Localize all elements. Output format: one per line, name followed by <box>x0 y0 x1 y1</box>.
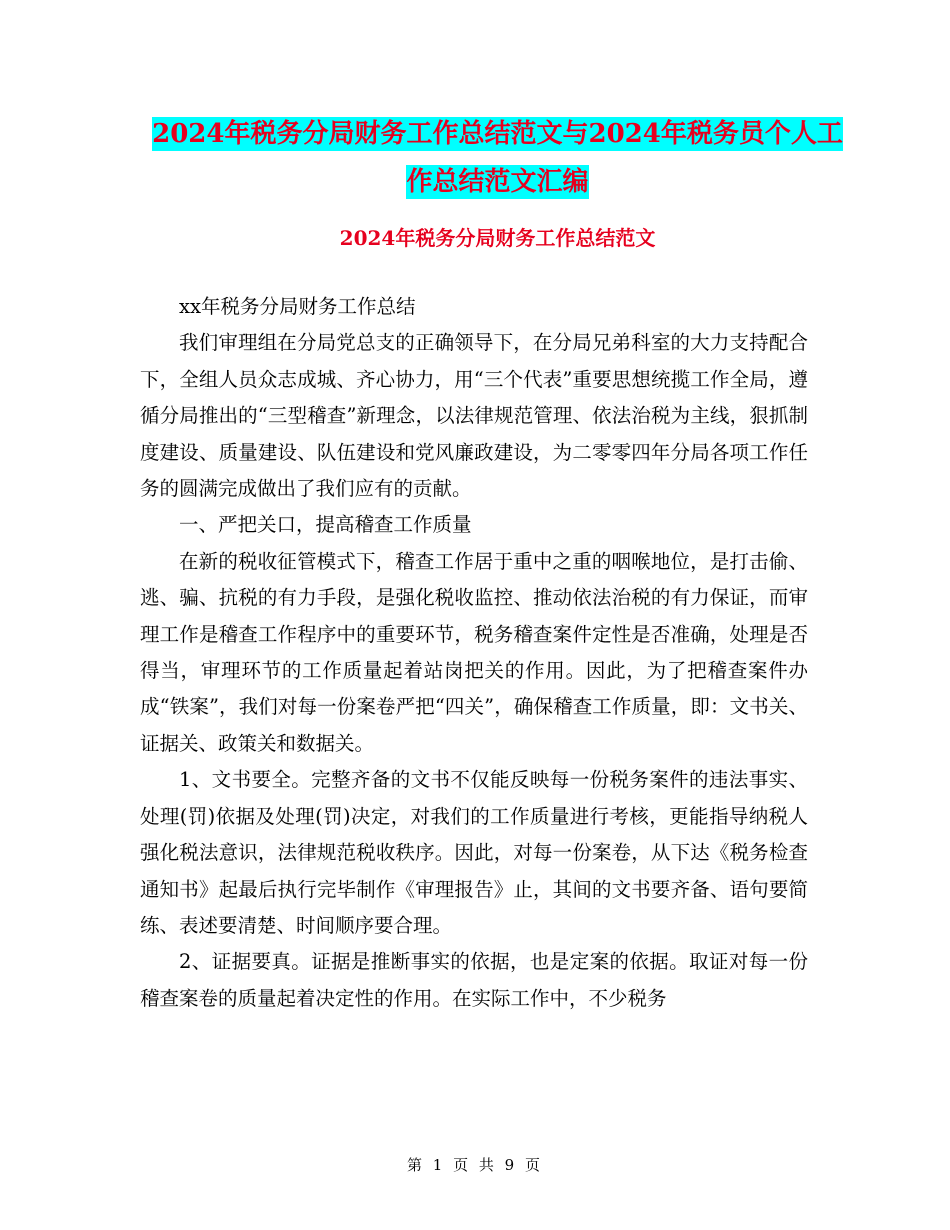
paragraph: 1、文书要全。完整齐备的文书不仅能反映每一份税务案件的违法事实、处理(罚)依据及处理(罚)决定，对我们的工作质量进行考核，更能指导纳税人强化税法意识，法律规范税收秩序。因此，对每一份案卷，从下达《税务检查通知书》起最后执行完毕制作《审理报告》止，其间的文书要齐备、语句要简练、表述要清楚、时间顺序要合理。 <box>140 768 808 937</box>
paragraph-heading: 一、严把关口，提高稽查工作质量 <box>179 513 472 537</box>
document-title <box>140 110 855 206</box>
paragraph: 在新的税收征管模式下，稽查工作居于重中之重的咽喉地位，是打击偷、逃、骗、抗税的有力手段，是强化税收监控、推动依法治税的有力保证，而审理工作是稽查工作程序中的重要环节，税务稽查案件定性是否准确，处理是否得当，审理环节的工作质量起着站岗把关的作用。因此，为了把稽查案件办成“铁案”，我们对每一份案卷严把“四关”，确保稽查工作质量，即：文书关、证据关、政策关和数据关。 <box>140 549 808 755</box>
paragraph-heading: xx年税务分局财务工作总结 <box>179 295 416 318</box>
paragraph: 2、证据要真。证据是推断事实的依据，也是定案的依据。取证对每一份稽查案卷的质量起着决定性的作用。在实际工作中，不少税务 <box>140 950 808 1010</box>
page-number: 第 1 页 共 9 页 <box>407 1156 543 1174</box>
paragraph: 我们审理组在分局党总支的正确领导下，在分局兄弟科室的大力支持配合下，全组人员众志成城、齐心协力，用“三个代表”重要思想统揽工作全局，遵循分局推出的“三型稽查”新理念，以法律规范管理、依法治税为主线，狠抓制度建设、质量建设、队伍建设和党风廉政建设，为二零零四年分局各项工作任务的圆满完成做出了我们应有的贡献。 <box>140 331 808 501</box>
section-title: 2024年税务分局财务工作总结范文 <box>339 226 656 250</box>
document-body <box>140 289 808 1017</box>
document-title-text: 2024年税务分局财务工作总结范文与2024年税务员个人工作总结范文汇编 <box>152 119 843 197</box>
